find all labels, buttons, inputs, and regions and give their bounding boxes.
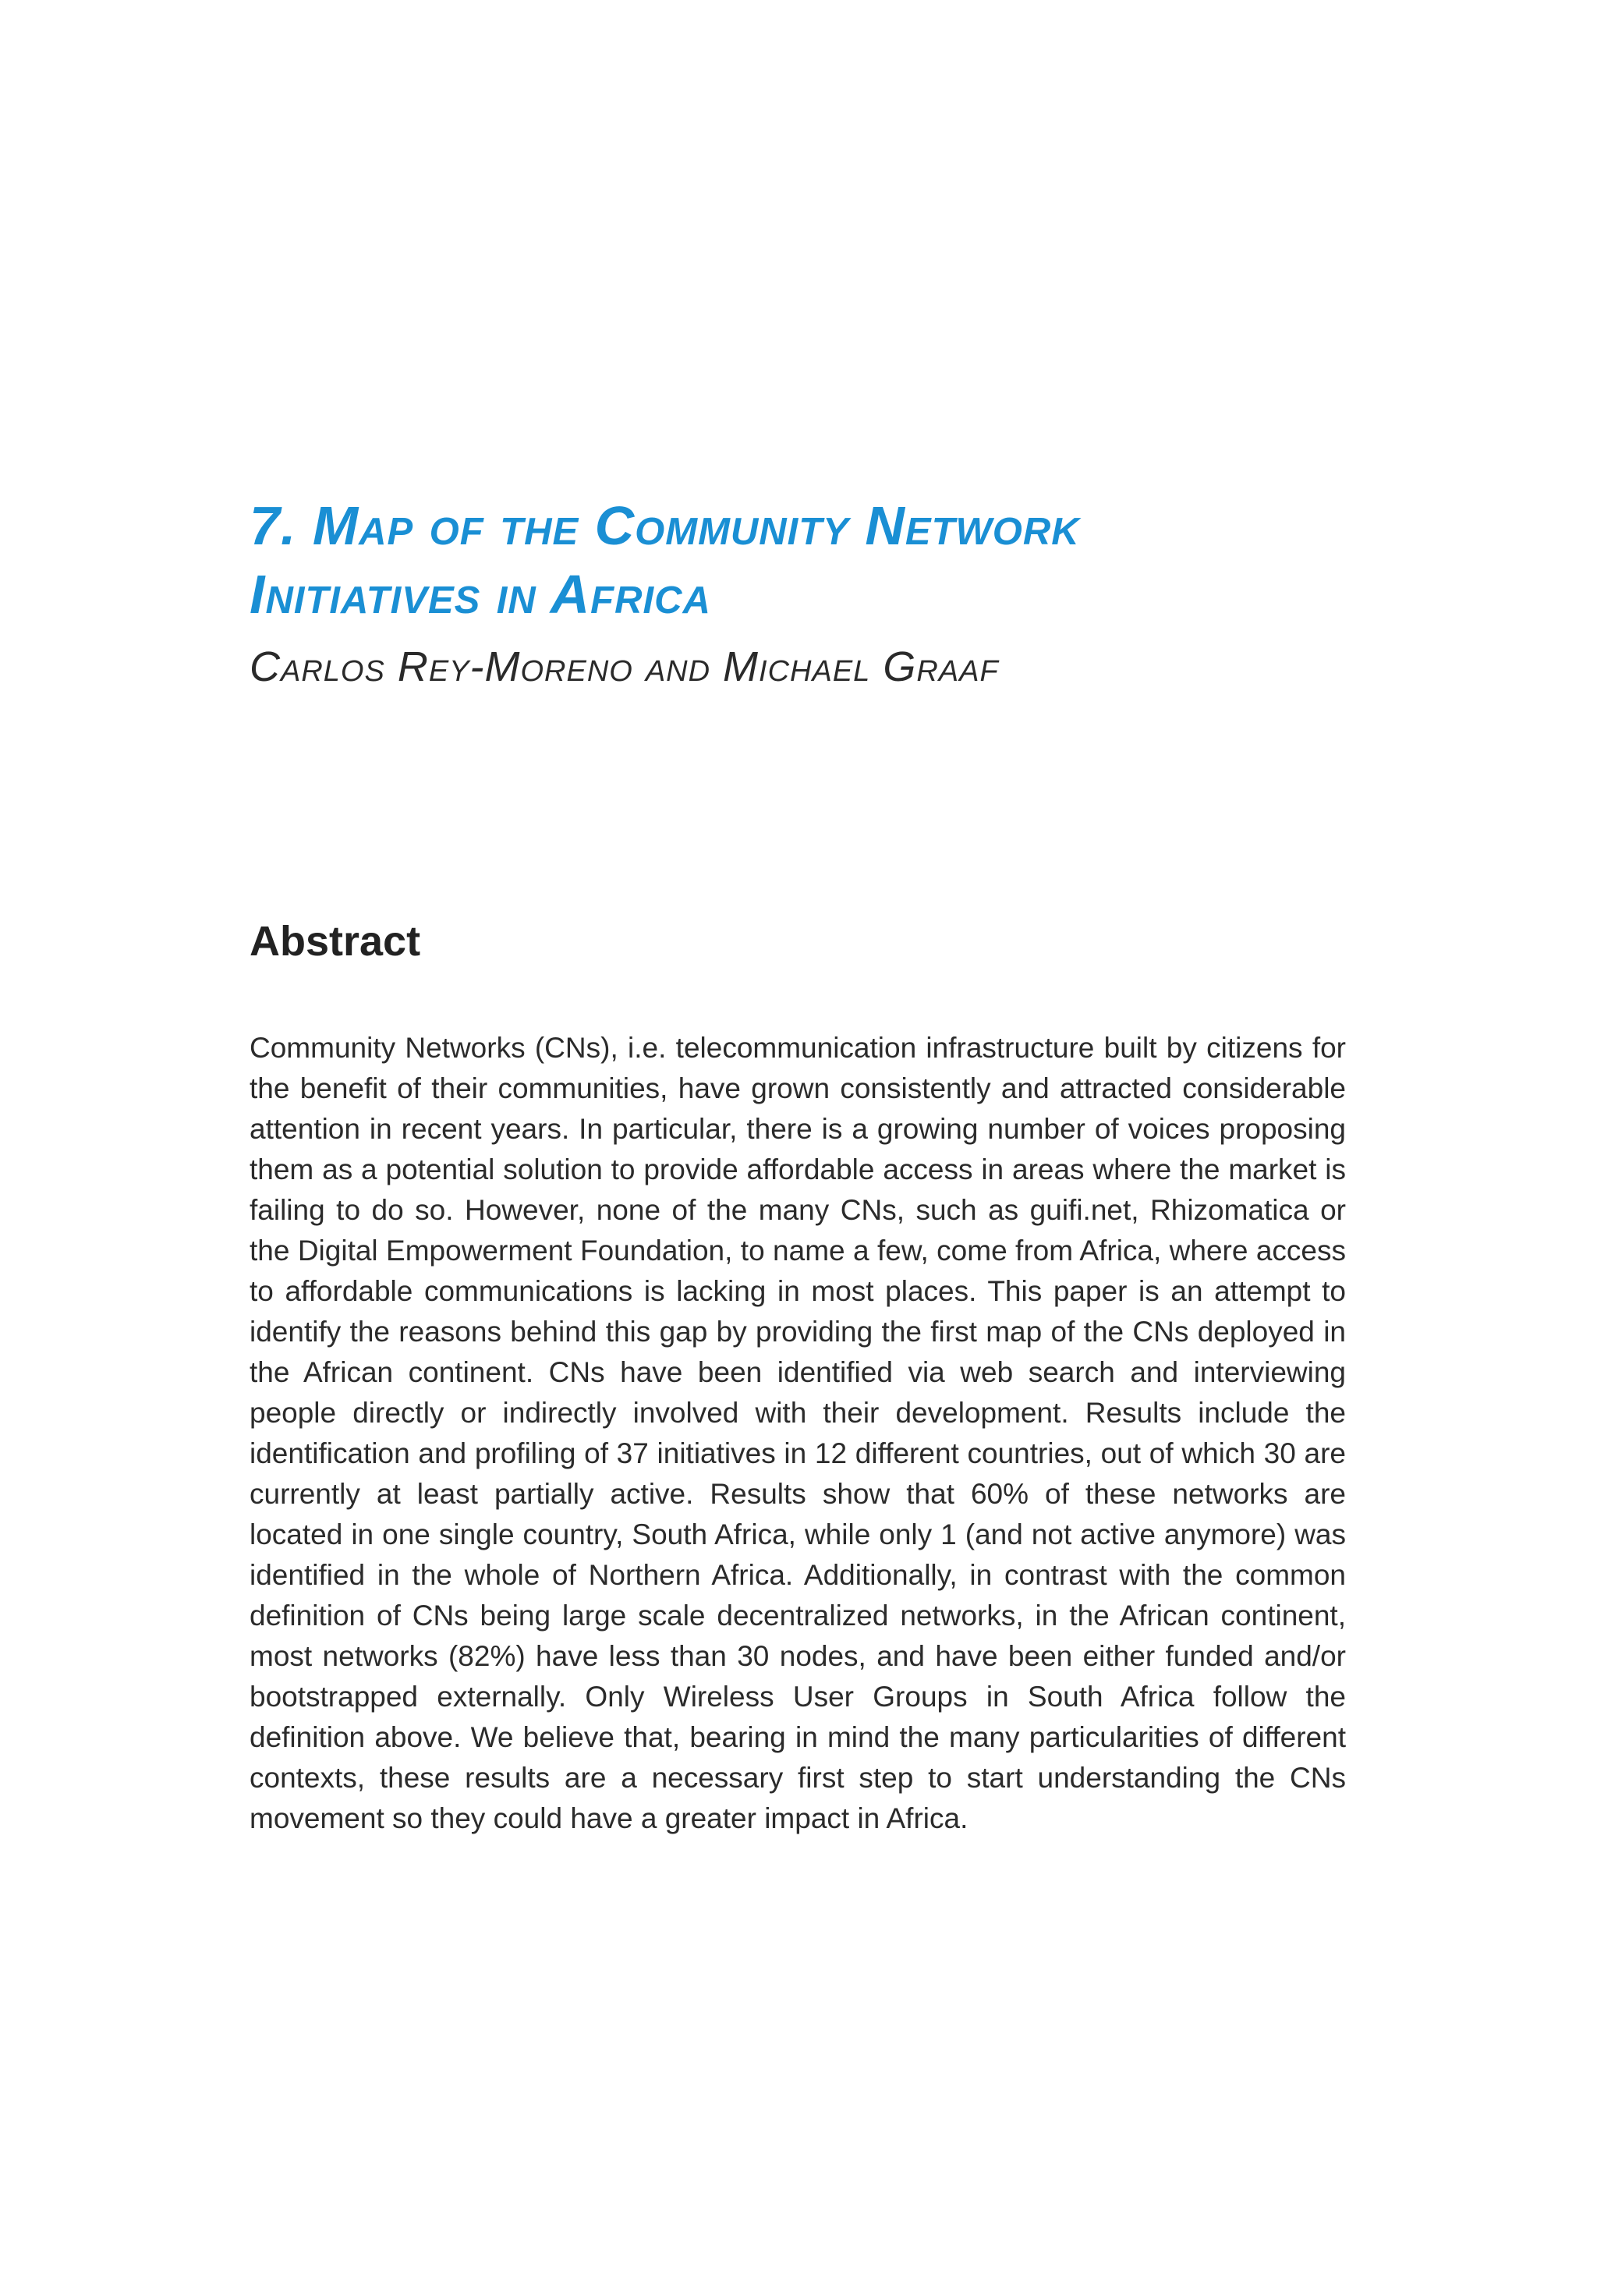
chapter-title bbox=[250, 491, 1357, 629]
chapter-authors: Carlos Rey-Moreno and Michael Graaf bbox=[250, 643, 999, 690]
abstract-body: Community Networks (CNs), i.e. telecommunication infrastructure built by citizens for the benefit of their communities, have grown consistently and attracted considerable attention in recent years. In particular, there is a growing number of voices proposing them as a potential solution to provide affordable access in areas where the market is failing to do so. However, none of the many CNs, such as guifi.net, Rhizomatica or the Digital Empowerment Foundation, to name a few, come from Africa, where access to affordable communications is lacking in most places. This paper is an attempt to identify the reasons behind this gap by providing the first map of the CNs deployed in the African continent. CNs have been identified via web search and interviewing people directly or indirectly involved with their development. Results include the identification and profiling of 37 initiatives in 12 different countries, out of which 30 are currently at least partially active. Results show that 60% of these networks are located in one single country, South Africa, while only 1 (and not active anymore) was identified in the whole of Northern Africa. Additionally, in contrast with the common definition of CNs being large scale decentralized networks, in the African continent, most networks (82%) have less than 30 nodes, and have been either funded and/or bootstrapped externally. Only Wireless User Groups in South Africa follow the definition above. We believe that, bearing in mind the many particularities of different contexts, these results are a necessary first step to start understanding the CNs movement so they could have a greater impact in Africa. bbox=[250, 1032, 1346, 1834]
abstract-heading: Abstract bbox=[250, 918, 421, 965]
chapter-title-line-1: 7. Map of the Community Network bbox=[250, 495, 1080, 556]
chapter-title-line-2: Initiatives in Africa bbox=[250, 564, 711, 625]
